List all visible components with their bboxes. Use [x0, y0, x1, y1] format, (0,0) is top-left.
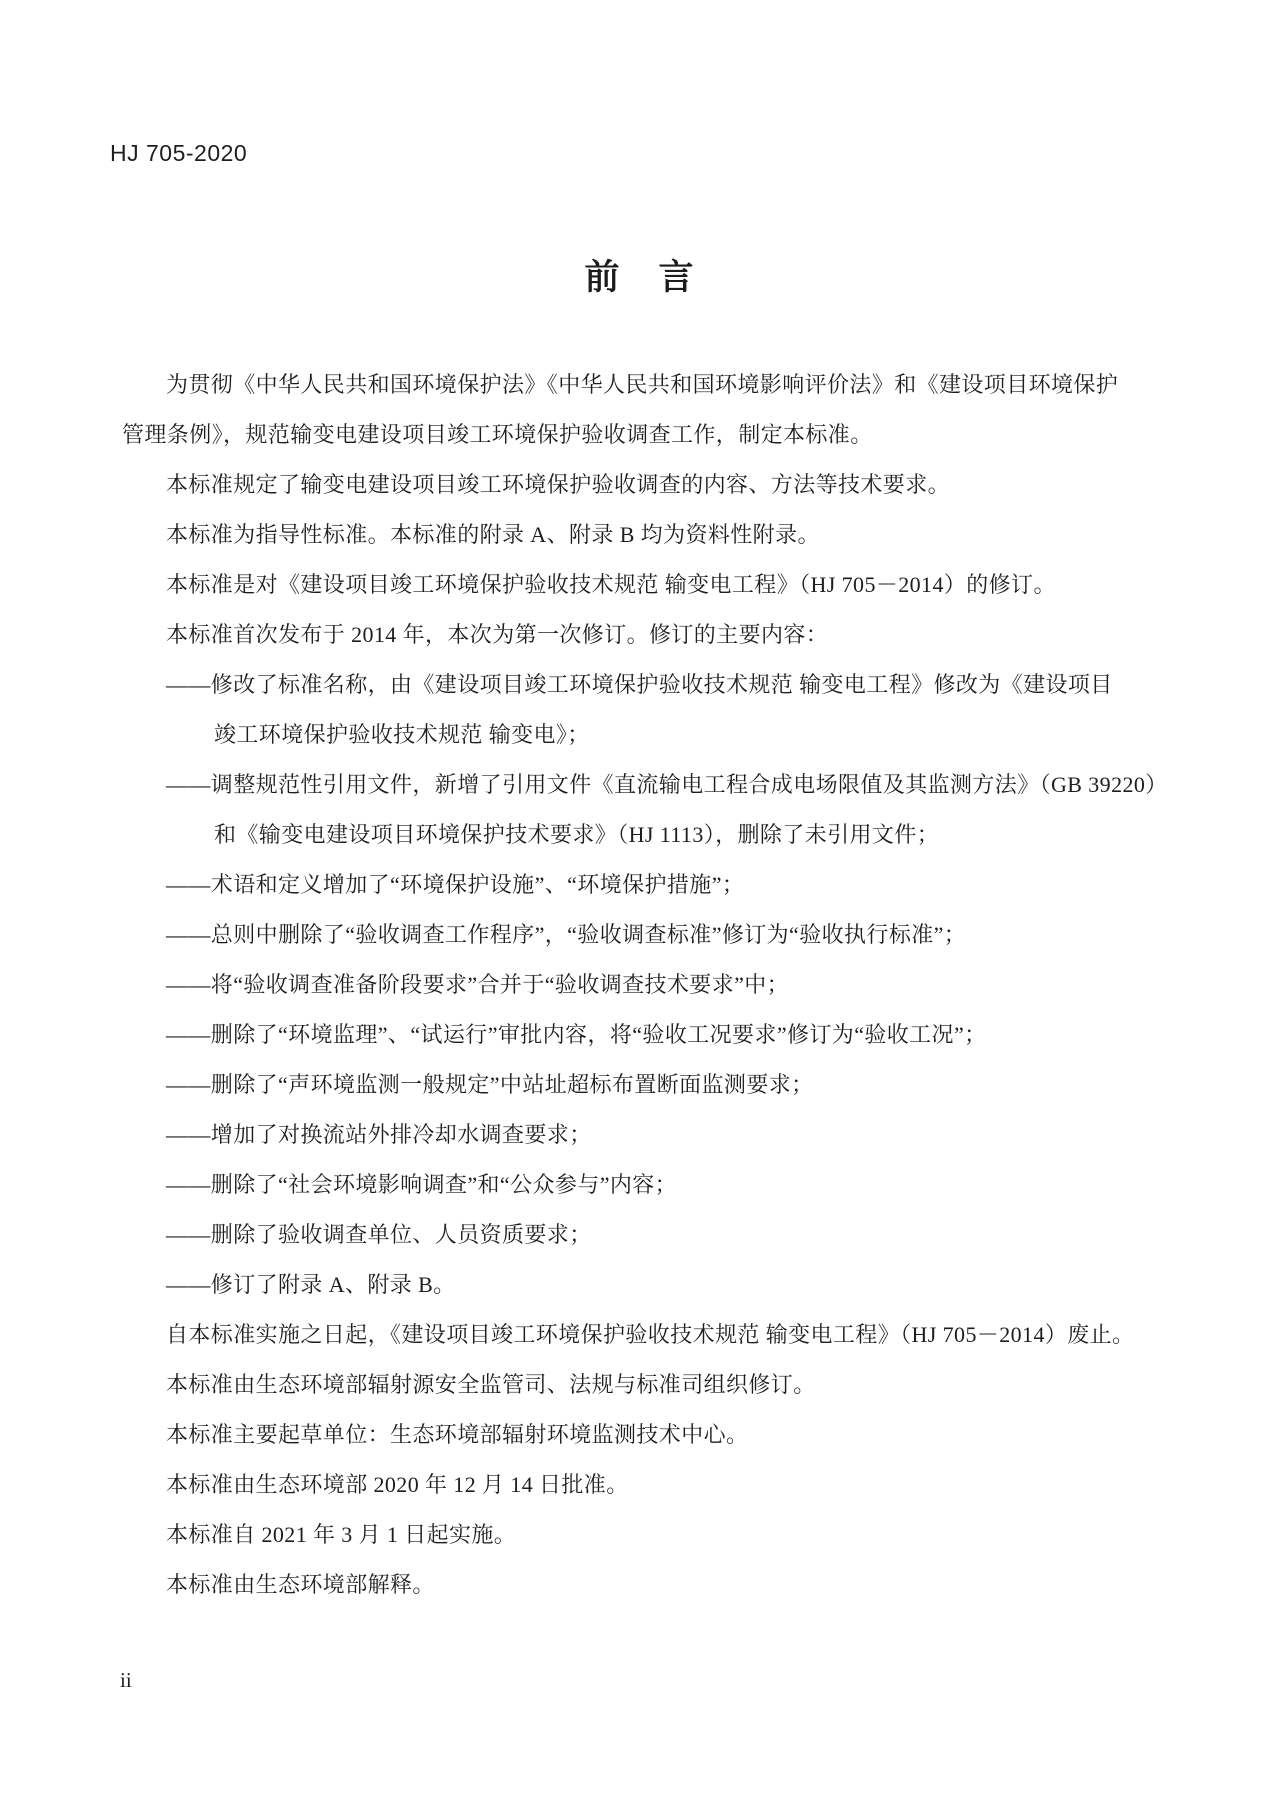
foreword-line: ——调整规范性引用文件，新增了引用文件《直流输电工程合成电场限值及其监测方法》（GB 39220）: [166, 772, 1168, 797]
foreword-line: ——总则中删除了“验收调查工作程序”，“验收调查标准”修订为“验收执行标准”；: [166, 922, 967, 947]
foreword-line: 本标准首次发布于 2014 年，本次为第一次修订。修订的主要内容：: [166, 622, 829, 647]
foreword-line: ——删除了“声环境监测一般规定”中站址超标布置断面监测要求；: [166, 1072, 814, 1097]
foreword-line: 管理条例》，规范输变电建设项目竣工环境保护验收调查工作，制定本标准。: [122, 422, 873, 447]
foreword-line: 本标准是对《建设项目竣工环境保护验收技术规范 输变电工程》（HJ 705－2014）的修订。: [166, 572, 1056, 597]
foreword-line: 本标准由生态环境部辐射源安全监管司、法规与标准司组织修订。: [166, 1372, 816, 1397]
foreword-line: ——增加了对换流站外排冷却水调查要求；: [166, 1122, 592, 1147]
foreword-line: 竣工环境保护验收技术规范 输变电》；: [214, 722, 590, 747]
foreword-line: ——删除了验收调查单位、人员资质要求；: [166, 1222, 592, 1247]
foreword-line: ——将“验收调查准备阶段要求”合并于“验收调查技术要求”中；: [166, 972, 790, 997]
standard-code: HJ 705-2020: [110, 140, 248, 166]
foreword-line: ——删除了“环境监理”、“试运行”审批内容，将“验收工况要求”修订为“验收工况”；: [166, 1022, 987, 1047]
foreword-line: 自本标准实施之日起，《建设项目竣工环境保护验收技术规范 输变电工程》（HJ 705－2014）废止。: [166, 1322, 1135, 1347]
foreword-line: 本标准由生态环境部解释。: [166, 1572, 435, 1597]
foreword-line: 本标准自 2021 年 3 月 1 日起实施。: [166, 1522, 517, 1547]
foreword-line: ——术语和定义增加了“环境保护设施”、“环境保护措施”；: [166, 872, 745, 897]
foreword-line: 和《输变电建设项目环境保护技术要求》（HJ 1113），删除了未引用文件；: [214, 822, 940, 847]
foreword-line: 本标准为指导性标准。本标准的附录 A、附录 B 均为资料性附录。: [166, 522, 820, 547]
foreword-line: ——修订了附录 A、附录 B。: [166, 1272, 456, 1297]
foreword-line: ——修改了标准名称，由《建设项目竣工环境保护验收技术规范 输变电工程》修改为《建设项目: [166, 672, 1113, 697]
foreword-line: 本标准规定了输变电建设项目竣工环境保护验收调查的内容、方法等技术要求。: [166, 472, 951, 497]
foreword-line: 本标准由生态环境部 2020 年 12 月 14 日批准。: [166, 1472, 629, 1497]
foreword-body: [122, 360, 1197, 1610]
foreword-line: ——删除了“社会环境影响调查”和“公众参与”内容；: [166, 1172, 678, 1197]
page-title: 前 言: [584, 258, 696, 297]
page-number: ii: [120, 1668, 132, 1692]
foreword-line: 本标准主要起草单位：生态环境部辐射环境监测技术中心。: [166, 1422, 749, 1447]
foreword-line: 为贯彻《中华人民共和国环境保护法》《中华人民共和国环境影响评价法》和《建设项目环境保护: [166, 372, 1119, 397]
